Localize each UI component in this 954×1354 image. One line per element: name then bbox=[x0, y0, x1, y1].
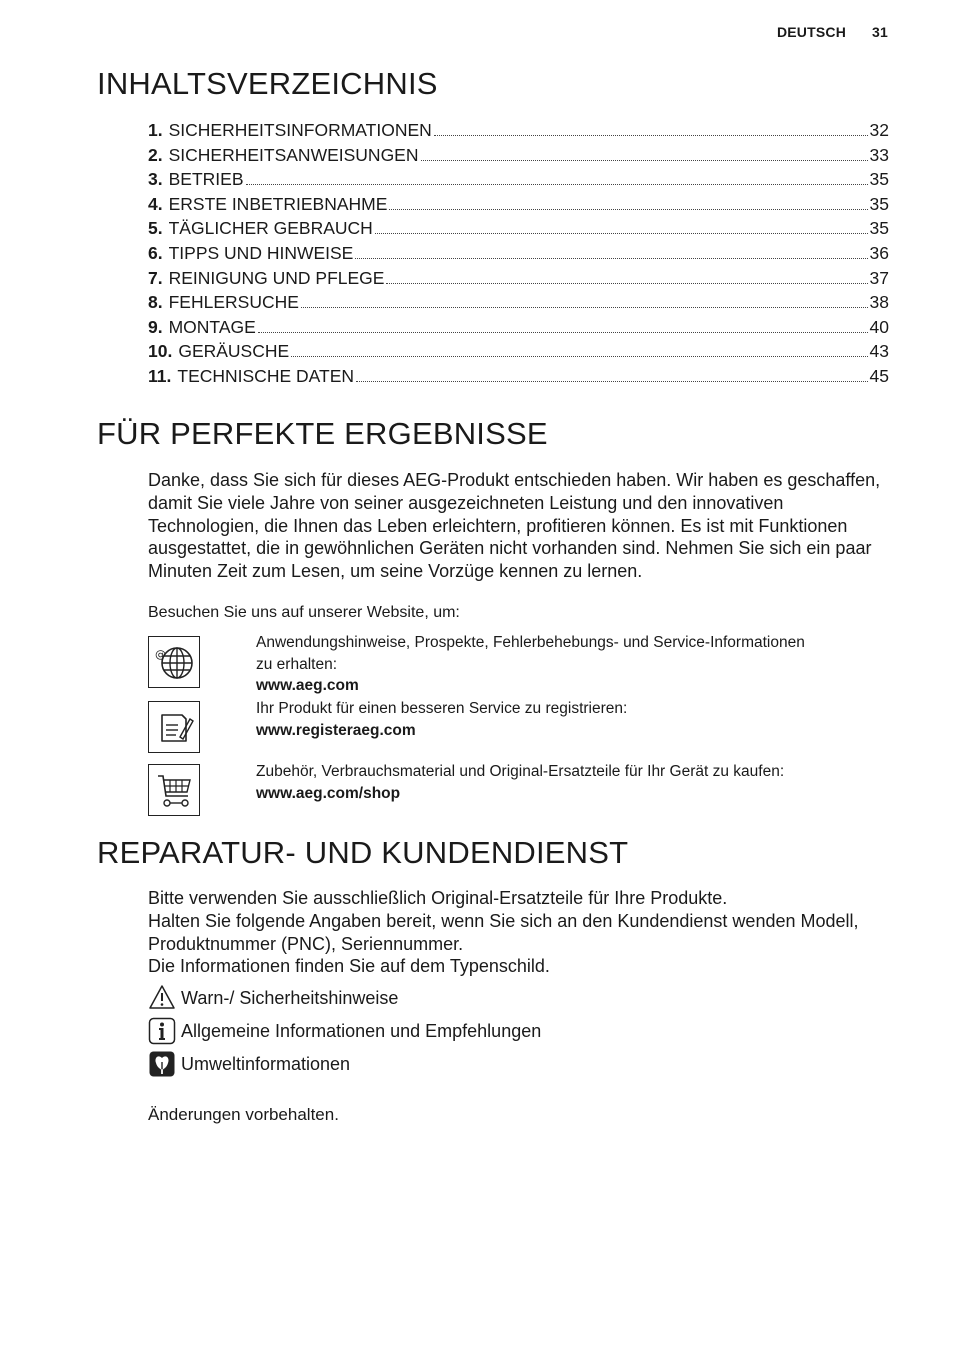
toc-leader-dots bbox=[356, 381, 868, 382]
legend-item-environment bbox=[148, 1050, 350, 1078]
intro-paragraph: Danke, dass Sie sich für dieses AEG-Produkt entschieden haben. Wir haben es geschaffen, damit Sie viele Jahre von seiner ausgezeichneten Leistung und den innovativen Technologien, die Ihnen das Leben erleichtern, profitieren können. Es ist mit Funktionen ausgestattet, die in gewöhnlichen Geräten nicht vorhanden sind. Nehmen Sie sich ein paar Minuten Zeit zum Lesen, um seine Vorzüge kennen zu lernen. bbox=[148, 470, 881, 582]
register-icon bbox=[148, 701, 200, 753]
aeg-website-link[interactable]: www.aeg.com bbox=[256, 677, 359, 694]
toc-entry-title: MONTAGE bbox=[168, 316, 256, 337]
toc-entry-title: SICHERHEITSANWEISUNGEN bbox=[168, 144, 419, 165]
page-header bbox=[777, 24, 888, 40]
toc-entry-title: SICHERHEITSINFORMATIONEN bbox=[168, 120, 432, 140]
toc-entry-number: 1. bbox=[148, 120, 163, 140]
toc-entry-title: REINIGUNG UND PFLEGE bbox=[168, 267, 385, 288]
toc-entry-page: 32 bbox=[869, 120, 889, 140]
warning-icon bbox=[148, 984, 176, 1012]
toc-entry-number: 4. bbox=[148, 193, 163, 214]
toc-leader-dots bbox=[258, 332, 868, 333]
svg-text:@: @ bbox=[155, 648, 166, 661]
service-line: Halten Sie folgende Angaben bereit, wenn Sie sich an den Kundendienst wenden Modell, Produktnummer (PNC), Seriennummer. bbox=[148, 910, 859, 954]
web-link-description: Zubehör, Verbrauchsmaterial und Original-Ersatzteile für Ihr Gerät zu kaufen: bbox=[256, 763, 785, 780]
toc-entry-page: 35 bbox=[869, 193, 889, 214]
toc-entry-page: 35 bbox=[869, 218, 889, 239]
toc-leader-dots bbox=[434, 135, 868, 136]
toc-entry[interactable] bbox=[148, 145, 889, 170]
toc-entry-page: 37 bbox=[869, 267, 889, 288]
toc-entry-page: 40 bbox=[869, 316, 889, 337]
page-number: 31 bbox=[872, 24, 888, 40]
toc-entry[interactable] bbox=[148, 169, 889, 194]
web-link-description: Ihr Produkt für einen besseren Service zu registrieren: bbox=[256, 700, 628, 717]
language-label: DEUTSCH bbox=[776, 24, 847, 40]
service-line: Bitte verwenden Sie ausschließlich Original-Ersatzteile für Ihre Produkte. bbox=[148, 888, 728, 908]
toc-entry[interactable] bbox=[148, 317, 889, 342]
toc-leader-dots bbox=[389, 209, 867, 210]
toc-leader-dots bbox=[246, 184, 868, 185]
toc-entry[interactable] bbox=[148, 268, 889, 293]
register-website-link[interactable]: www.registeraeg.com bbox=[256, 721, 416, 739]
toc-entry-title: GERÄUSCHE bbox=[178, 341, 290, 362]
service-text bbox=[148, 887, 898, 978]
toc-entry[interactable] bbox=[148, 341, 889, 366]
toc-leader-dots bbox=[291, 356, 867, 357]
environment-icon bbox=[148, 1050, 176, 1078]
toc-entry-title: TÄGLICHER GEBRAUCH bbox=[168, 218, 373, 239]
legend-label: Umweltinformationen bbox=[181, 1053, 351, 1074]
legend-item-info bbox=[148, 1017, 541, 1045]
legend-item-warning bbox=[148, 984, 398, 1012]
toc-entry-title: FEHLERSUCHE bbox=[168, 292, 299, 313]
toc-entry[interactable] bbox=[148, 218, 889, 243]
web-link-description: Anwendungshinweise, Prospekte, Fehlerbehebungs- und Service-Informationen zu erhalten: bbox=[256, 634, 805, 673]
toc-entry-number: 7. bbox=[148, 267, 163, 288]
results-heading: FÜR PERFEKTE ERGEBNISSE bbox=[97, 416, 548, 451]
toc-entry[interactable] bbox=[148, 120, 889, 145]
legend-label: Warn-/ Sicherheitshinweise bbox=[181, 987, 399, 1008]
toc-entry-page: 38 bbox=[869, 292, 889, 313]
toc-entry-page: 35 bbox=[869, 169, 889, 190]
shop-website-link[interactable]: www.aeg.com/shop bbox=[256, 784, 401, 802]
changes-note: Änderungen vorbehalten. bbox=[148, 1105, 339, 1124]
info-icon bbox=[148, 1017, 176, 1045]
toc-entry-title: ERSTE INBETRIEBNAHME bbox=[168, 193, 388, 214]
toc-entry-number: 10. bbox=[148, 341, 173, 362]
toc-entry-number: 9. bbox=[148, 316, 163, 337]
toc-entry-number: 2. bbox=[148, 144, 163, 165]
web-link-row bbox=[148, 701, 888, 753]
toc-entry[interactable] bbox=[148, 243, 889, 268]
toc-entry-number: 3. bbox=[148, 169, 163, 190]
web-link-row bbox=[148, 764, 888, 816]
toc-entry-number: 11. bbox=[148, 365, 172, 386]
visit-label: Besuchen Sie uns auf unserer Website, um: bbox=[148, 604, 460, 621]
legend-label: Allgemeine Informationen und Empfehlungen bbox=[181, 1020, 542, 1041]
toc-entry-page: 45 bbox=[869, 365, 889, 386]
toc-leader-dots bbox=[386, 283, 867, 284]
toc-entry-number: 8. bbox=[148, 292, 163, 313]
toc-entry[interactable] bbox=[148, 292, 889, 317]
toc-entry-page: 33 bbox=[869, 144, 889, 165]
web-link-row bbox=[148, 634, 888, 694]
toc-entry-number: 5. bbox=[148, 218, 163, 239]
service-heading: REPARATUR- UND KUNDENDIENST bbox=[97, 835, 629, 870]
shopping-cart-icon bbox=[148, 764, 200, 816]
toc-entry-page: 43 bbox=[869, 341, 889, 362]
toc-entry[interactable] bbox=[148, 194, 889, 219]
toc-leader-dots bbox=[301, 307, 868, 308]
toc-entry[interactable] bbox=[148, 366, 889, 391]
toc-entry-page: 36 bbox=[869, 242, 889, 263]
toc-leader-dots bbox=[375, 233, 868, 234]
toc-entry-title: BETRIEB bbox=[168, 169, 244, 190]
toc-leader-dots bbox=[355, 258, 867, 259]
table-of-contents bbox=[148, 120, 889, 391]
toc-leader-dots bbox=[421, 160, 868, 161]
globe-icon bbox=[148, 636, 200, 688]
service-line: Die Informationen finden Sie auf dem Typenschild. bbox=[148, 956, 550, 977]
toc-entry-title: TIPPS UND HINWEISE bbox=[168, 242, 354, 263]
toc-entry-number: 6. bbox=[148, 242, 163, 263]
toc-entry-title: TECHNISCHE DATEN bbox=[177, 365, 355, 386]
toc-heading: INHALTSVERZEICHNIS bbox=[97, 66, 438, 101]
